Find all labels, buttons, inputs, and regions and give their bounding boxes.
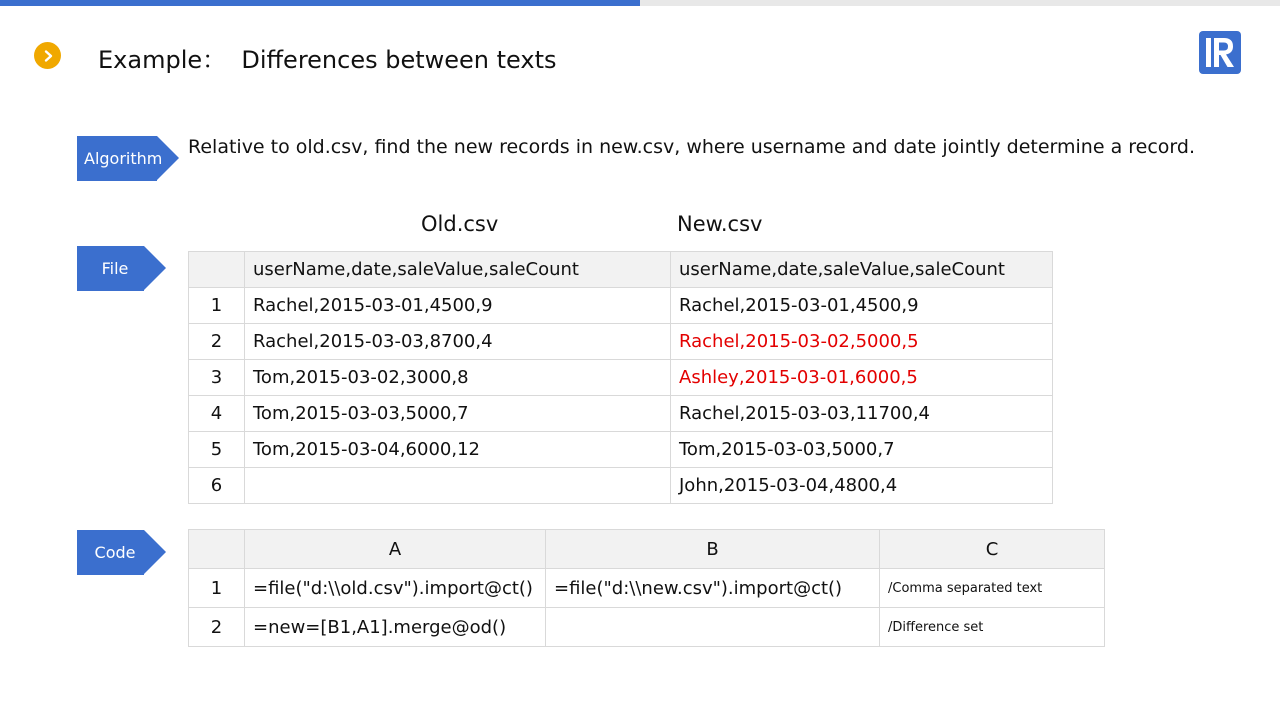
old-record-cell: Tom,2015-03-02,3000,8	[245, 360, 671, 396]
old-csv-heading: Old.csv	[421, 212, 499, 236]
column-header-c: C	[880, 530, 1105, 569]
column-header-a: A	[245, 530, 546, 569]
row-number-cell: 5	[189, 432, 245, 468]
row-number-cell: 2	[189, 608, 245, 647]
row-number-cell: 1	[189, 288, 245, 324]
file-tag	[77, 246, 144, 291]
new-record-cell: Tom,2015-03-03,5000,7	[671, 432, 1053, 468]
old-record-cell: Rachel,2015-03-01,4500,9	[245, 288, 671, 324]
code-table-header	[189, 530, 1105, 569]
new-csv-heading: New.csv	[677, 212, 763, 236]
file-table-header	[189, 252, 1053, 288]
progress-bar-track	[640, 0, 1280, 6]
table-row	[189, 324, 1053, 360]
table-row	[189, 432, 1053, 468]
code-grid-table	[188, 529, 1105, 647]
row-number-cell: 3	[189, 360, 245, 396]
old-record-cell: Tom,2015-03-04,6000,12	[245, 432, 671, 468]
progress-bar-filled	[0, 0, 640, 6]
old-header-cell: userName,date,saleValue,saleCount	[245, 252, 671, 288]
column-header-b: B	[546, 530, 880, 569]
code-cell-a2: =new=[B1,A1].merge@od()	[245, 608, 546, 647]
new-record-cell: Rachel,2015-03-03,11700,4	[671, 396, 1053, 432]
row-number-cell: 1	[189, 569, 245, 608]
old-record-cell: Tom,2015-03-03,5000,7	[245, 396, 671, 432]
table-row	[189, 360, 1053, 396]
row-number-cell: 4	[189, 396, 245, 432]
comment-cell-c2: /Difference set	[880, 608, 1105, 647]
raqsoft-logo	[1199, 31, 1241, 74]
code-tag	[77, 530, 144, 575]
code-cell-a1: =file("d:\\old.csv").import@ct()	[245, 569, 546, 608]
page-title: Example： Differences between texts	[98, 46, 557, 74]
corner-cell	[189, 530, 245, 569]
algorithm-tag	[77, 136, 163, 181]
file-comparison-table	[188, 251, 1053, 504]
old-record-cell: Rachel,2015-03-03,8700,4	[245, 324, 671, 360]
chevron-right-icon	[34, 42, 61, 69]
row-number-cell: 2	[189, 324, 245, 360]
table-row	[189, 468, 1053, 504]
code-tag-label: Code	[94, 543, 136, 562]
table-row	[189, 396, 1053, 432]
old-record-cell	[245, 468, 671, 504]
code-cell-b2	[546, 608, 880, 647]
algorithm-tag-label: Algorithm	[84, 149, 163, 168]
table-row	[189, 608, 1105, 647]
new-record-cell-highlighted: Ashley,2015-03-01,6000,5	[671, 360, 1053, 396]
new-record-cell: Rachel,2015-03-01,4500,9	[671, 288, 1053, 324]
table-row	[189, 569, 1105, 608]
comment-cell-c1: /Comma separated text	[880, 569, 1105, 608]
new-record-cell: John,2015-03-04,4800,4	[671, 468, 1053, 504]
new-record-cell-highlighted: Rachel,2015-03-02,5000,5	[671, 324, 1053, 360]
new-header-cell: userName,date,saleValue,saleCount	[671, 252, 1053, 288]
row-number-cell: 6	[189, 468, 245, 504]
code-cell-b1: =file("d:\\new.csv").import@ct()	[546, 569, 880, 608]
algorithm-description: Relative to old.csv, find the new records in new.csv, where username and date jointly determine a record.	[188, 136, 1195, 158]
file-tag-label: File	[101, 259, 129, 278]
row-number-cell	[189, 252, 245, 288]
table-row	[189, 288, 1053, 324]
